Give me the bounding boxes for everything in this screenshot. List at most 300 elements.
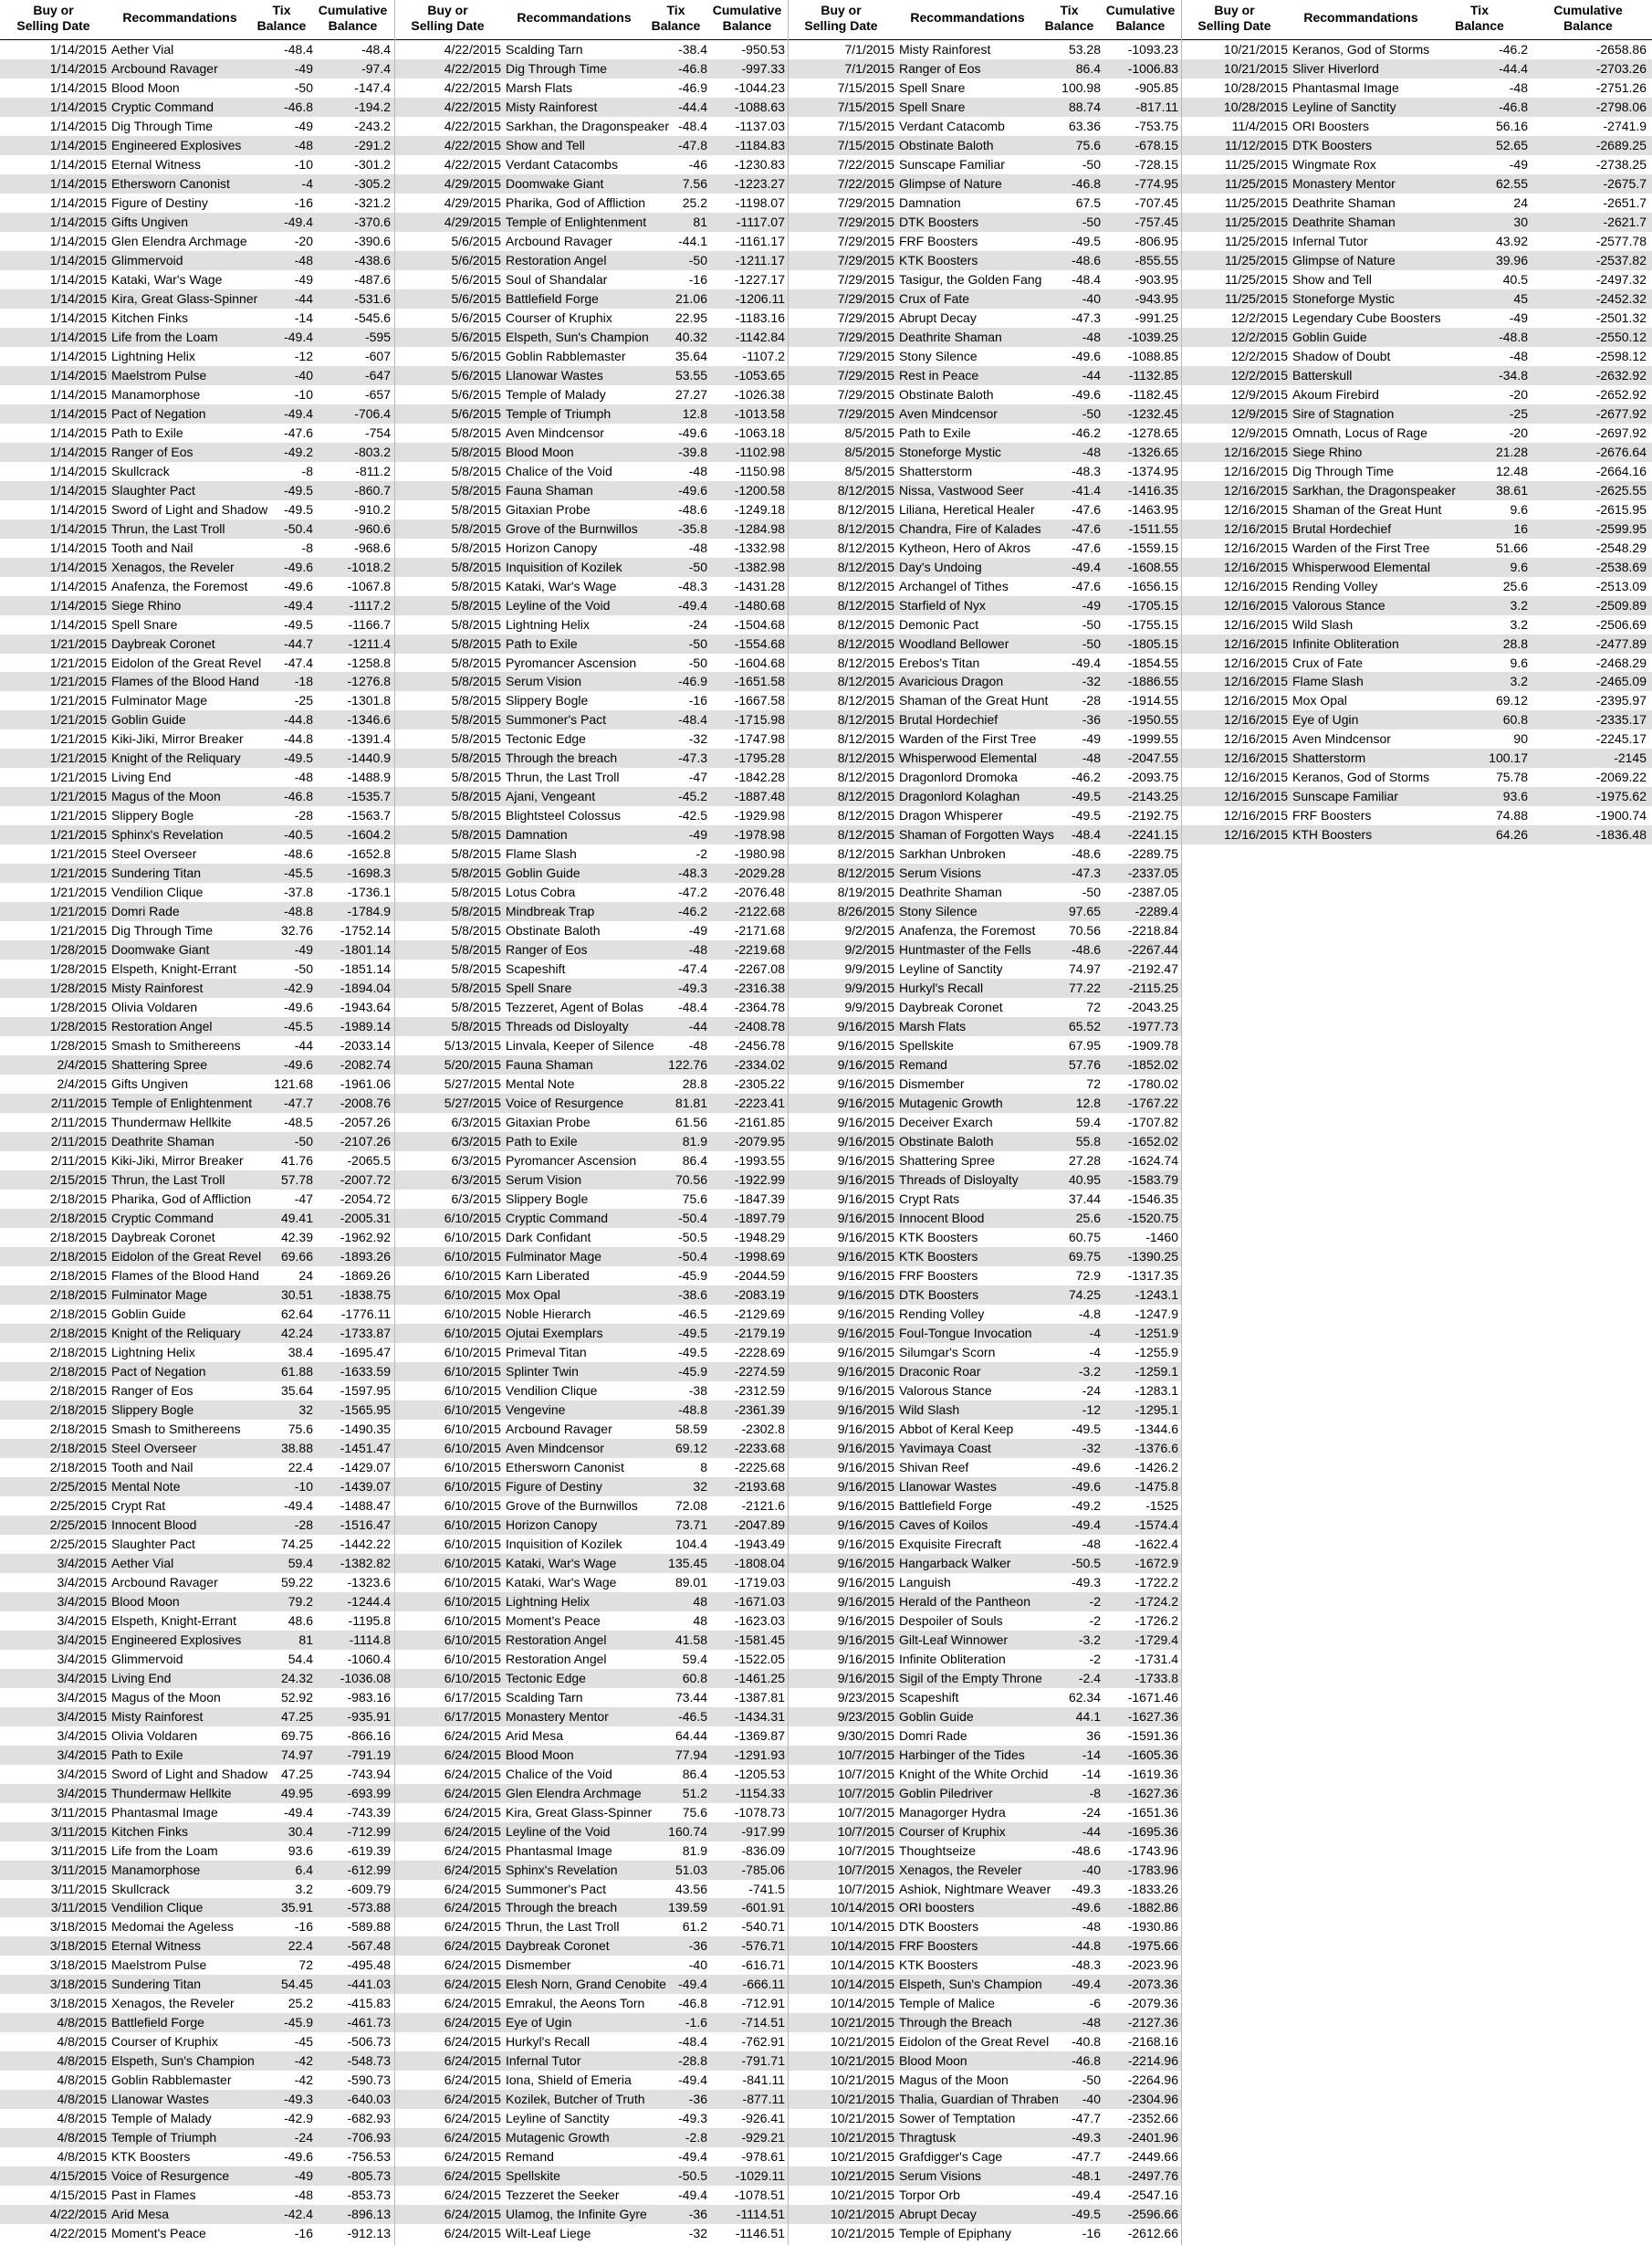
cell-date: 6/10/2015 xyxy=(444,1382,501,1398)
cell-recommendation: Sphinx's Revelation xyxy=(111,827,224,843)
table-row xyxy=(394,1516,788,1535)
cell-date: 10/21/2015 xyxy=(830,2130,894,2145)
cell-tix-balance: -46.2 xyxy=(1072,425,1101,440)
cell-date: 10/21/2015 xyxy=(830,2149,894,2165)
cell-recommendation: Obstinate Baloth xyxy=(899,137,994,152)
cell-date: 6/24/2015 xyxy=(444,1804,501,1820)
cell-date: 5/8/2015 xyxy=(451,578,501,593)
cell-date: 5/6/2015 xyxy=(451,329,501,344)
cell-cumulative-balance: -301.2 xyxy=(354,156,391,172)
table-row xyxy=(0,443,394,462)
cell-recommendation: Moment's Peace xyxy=(506,1612,601,1628)
cell-cumulative-balance: -1950.55 xyxy=(1127,712,1178,728)
cell-tix-balance: -49.4 xyxy=(1072,559,1101,574)
cell-recommendation: Kataki, War's Wage xyxy=(506,1555,617,1570)
cell-recommendation: Pact of Negation xyxy=(111,1363,206,1379)
table-row xyxy=(788,2128,1181,2147)
cell-tix-balance: 51.66 xyxy=(1495,540,1528,555)
cell-tix-balance: 12.8 xyxy=(682,405,707,421)
cell-cumulative-balance: -762.91 xyxy=(741,2034,785,2050)
table-row xyxy=(0,1113,394,1132)
cell-cumulative-balance: -841.11 xyxy=(742,2072,785,2088)
cell-date: 6/10/2015 xyxy=(444,1478,501,1494)
cell-tix-balance: 48 xyxy=(693,1612,707,1628)
cell-recommendation: Battlefield Forge xyxy=(899,1497,992,1513)
table-row xyxy=(788,1936,1181,1956)
cell-cumulative-balance: -1695.47 xyxy=(340,1344,391,1359)
cell-recommendation: Fauna Shaman xyxy=(506,1057,593,1073)
cell-cumulative-balance: -2192.75 xyxy=(1127,808,1178,824)
cell-tix-balance: -48.6 xyxy=(284,846,313,862)
cell-cumulative-balance: -2267.44 xyxy=(1127,942,1178,958)
cell-cumulative-balance: -1882.86 xyxy=(1127,1900,1178,1915)
cell-date: 10/21/2015 xyxy=(1223,42,1288,57)
cell-date: 1/14/2015 xyxy=(49,79,107,95)
table-row xyxy=(788,1190,1181,1209)
cell-date: 2/11/2015 xyxy=(50,1096,107,1111)
cell-tix-balance: 62.34 xyxy=(1068,1689,1101,1705)
cell-tix-balance: 58.59 xyxy=(674,1421,707,1436)
table-row xyxy=(0,1592,394,1611)
table-row xyxy=(394,729,788,749)
cell-recommendation: Elspeth, Sun's Champion xyxy=(111,2053,255,2069)
cell-date: 3/18/2015 xyxy=(49,1919,107,1935)
cell-cumulative-balance: -978.61 xyxy=(741,2149,785,2165)
cell-tix-balance: -49.4 xyxy=(284,214,313,229)
cell-date: 11/25/2015 xyxy=(1224,252,1288,268)
cell-recommendation: Slaughter Pact xyxy=(111,1536,195,1551)
cell-date: 10/21/2015 xyxy=(830,2168,894,2184)
cell-recommendation: Vendilion Clique xyxy=(506,1382,598,1398)
cell-recommendation: Keranos, God of Storms xyxy=(1292,42,1430,57)
cell-date: 3/18/2015 xyxy=(49,1996,107,2011)
cell-date: 1/21/2015 xyxy=(49,865,107,881)
cell-date: 10/21/2015 xyxy=(830,2034,894,2050)
cell-recommendation: Spell Snare xyxy=(899,79,966,95)
cell-recommendation: Kozilek, Butcher of Truth xyxy=(506,2092,645,2107)
cell-tix-balance: -40 xyxy=(1082,290,1101,306)
cell-date: 4/8/2015 xyxy=(57,2130,107,2145)
table-row xyxy=(788,635,1181,654)
cell-cumulative-balance: -1900.74 xyxy=(1595,808,1647,824)
cell-cumulative-balance: -2245.17 xyxy=(1595,731,1647,747)
cell-recommendation: FRF Boosters xyxy=(899,233,978,248)
cell-date: 9/16/2015 xyxy=(837,1115,894,1130)
table-row xyxy=(394,1381,788,1401)
cell-date: 5/6/2015 xyxy=(451,386,501,402)
cell-date: 12/16/2015 xyxy=(1223,616,1288,632)
cell-recommendation: Restoration Angel xyxy=(111,1019,213,1034)
cell-tix-balance: -44 xyxy=(1082,1823,1101,1839)
table-row xyxy=(0,289,394,309)
cell-tix-balance: 74.25 xyxy=(280,1536,313,1551)
table-row xyxy=(788,1592,1181,1611)
cell-tix-balance: -38 xyxy=(688,1382,707,1398)
cell-tix-balance: -48 xyxy=(1082,1919,1101,1935)
cell-recommendation: Brutal Hordechief xyxy=(899,712,999,728)
cell-tix-balance: 21.06 xyxy=(674,290,707,306)
cell-recommendation: Sunscape Familiar xyxy=(899,156,1005,172)
cell-cumulative-balance: -2029.28 xyxy=(734,865,785,881)
cell-recommendation: Blood Moon xyxy=(899,2053,967,2069)
cell-cumulative-balance: -2675.7 xyxy=(1603,175,1647,191)
cell-cumulative-balance: -1053.65 xyxy=(734,367,785,383)
cell-cumulative-balance: -743.94 xyxy=(347,1766,391,1781)
table-row xyxy=(394,2032,788,2051)
cell-cumulative-balance: -2751.26 xyxy=(1595,79,1647,95)
cell-date: 12/2/2015 xyxy=(1230,348,1288,363)
cell-tix-balance: 64.44 xyxy=(674,1727,707,1743)
cell-cumulative-balance: -1511.55 xyxy=(1128,520,1178,536)
cell-date: 6/3/2015 xyxy=(451,1191,501,1207)
cell-tix-balance: -46.8 xyxy=(1072,175,1101,191)
table-row xyxy=(0,1956,394,1975)
table-row xyxy=(0,1247,394,1266)
cell-tix-balance: 38.4 xyxy=(288,1344,313,1359)
cell-tix-balance: 69.75 xyxy=(280,1727,313,1743)
cell-cumulative-balance: -1605.36 xyxy=(1127,1747,1178,1762)
cell-cumulative-balance: -2192.47 xyxy=(1127,961,1178,977)
cell-cumulative-balance: -1978.98 xyxy=(734,827,785,843)
table-row xyxy=(394,2147,788,2166)
cell-date: 11/25/2015 xyxy=(1224,156,1288,172)
cell-cumulative-balance: -1627.36 xyxy=(1127,1708,1178,1724)
cell-date: 5/8/2015 xyxy=(451,520,501,536)
cell-date: 12/16/2015 xyxy=(1223,655,1288,670)
cell-tix-balance: -25 xyxy=(294,693,313,708)
cell-date: 12/16/2015 xyxy=(1223,750,1288,766)
table-row xyxy=(394,1458,788,1477)
cell-tix-balance: 40.32 xyxy=(674,329,707,344)
cell-date: 10/7/2015 xyxy=(837,1862,894,1877)
column-block-3 xyxy=(788,0,1181,2243)
cell-cumulative-balance: -1729.4 xyxy=(1134,1631,1178,1647)
cell-date: 7/29/2015 xyxy=(837,233,894,248)
cell-tix-balance: -49.4 xyxy=(284,597,313,613)
cell-tix-balance: 81 xyxy=(298,1631,313,1647)
cell-recommendation: Anafenza, the Foremost xyxy=(111,578,248,593)
cell-cumulative-balance: -1442.22 xyxy=(340,1536,391,1551)
cell-cumulative-balance: -619.39 xyxy=(347,1842,391,1858)
table-row xyxy=(0,2090,394,2109)
cell-recommendation: KTK Boosters xyxy=(899,1230,978,1245)
table-row xyxy=(788,1420,1181,1439)
cell-date: 4/22/2015 xyxy=(444,156,501,172)
cell-date: 4/22/2015 xyxy=(444,137,501,152)
cell-recommendation: Thrun, the Last Troll xyxy=(506,1919,620,1935)
cell-cumulative-balance: -291.2 xyxy=(354,137,391,152)
cell-date: 6/10/2015 xyxy=(444,1363,501,1379)
cell-cumulative-balance: -855.55 xyxy=(1134,252,1178,268)
cell-date: 5/8/2015 xyxy=(451,981,501,996)
cell-cumulative-balance: -1195.8 xyxy=(348,1612,391,1628)
cell-date: 10/14/2015 xyxy=(830,1977,894,1992)
cell-cumulative-balance: -2193.68 xyxy=(734,1478,785,1494)
cell-tix-balance: -49.5 xyxy=(1072,789,1101,804)
cell-tix-balance: -28 xyxy=(1082,693,1101,708)
cell-recommendation: Glimpse of Nature xyxy=(899,175,1002,191)
cell-tix-balance: -49 xyxy=(294,60,313,76)
cell-tix-balance: -49.3 xyxy=(1072,1881,1101,1896)
table-row xyxy=(1181,825,1652,844)
cell-cumulative-balance: -612.99 xyxy=(347,1862,391,1877)
cell-cumulative-balance: -2289.75 xyxy=(1127,846,1178,862)
cell-date: 1/21/2015 xyxy=(49,789,107,804)
table-row xyxy=(394,1477,788,1496)
cell-date: 1/21/2015 xyxy=(49,846,107,862)
cell-cumulative-balance: -2651.7 xyxy=(1603,194,1647,210)
cell-date: 6/3/2015 xyxy=(451,1153,501,1169)
table-row xyxy=(788,194,1181,213)
cell-date: 1/14/2015 xyxy=(49,252,107,268)
cell-recommendation: KTH Boosters xyxy=(1292,827,1373,843)
cell-recommendation: Goblin Piledriver xyxy=(899,1785,993,1800)
cell-tix-balance: 37.44 xyxy=(1068,1191,1101,1207)
cell-recommendation: Olivia Voldaren xyxy=(111,1727,198,1743)
table-row xyxy=(0,155,394,174)
cell-recommendation: Splinter Twin xyxy=(506,1363,579,1379)
cell-recommendation: Fulminator Mage xyxy=(506,1249,602,1264)
cell-tix-balance: -48.6 xyxy=(1072,942,1101,958)
cell-date: 5/27/2015 xyxy=(444,1076,501,1092)
table-row xyxy=(0,844,394,864)
cell-cumulative-balance: -2033.14 xyxy=(340,1038,391,1054)
cell-cumulative-balance: -1671.46 xyxy=(1127,1689,1178,1705)
cell-tix-balance: -40 xyxy=(688,1957,707,1973)
cell-date: 1/14/2015 xyxy=(49,616,107,632)
cell-recommendation: Exquisite Firecraft xyxy=(899,1536,1002,1551)
cell-cumulative-balance: -1869.26 xyxy=(340,1268,391,1283)
cell-tix-balance: 100.98 xyxy=(1061,79,1101,95)
table-row xyxy=(0,1554,394,1573)
cell-tix-balance: 67.95 xyxy=(1068,1038,1101,1054)
table-row xyxy=(394,1324,788,1343)
cell-date: 5/6/2015 xyxy=(451,405,501,421)
cell-tix-balance: 86.4 xyxy=(682,1766,707,1781)
cell-recommendation: Leyline of Sanctity xyxy=(1292,99,1396,114)
table-row xyxy=(394,404,788,424)
table-row xyxy=(1181,328,1652,347)
cell-recommendation: Ojutai Exemplars xyxy=(506,1325,603,1340)
cell-tix-balance: 43.56 xyxy=(674,1881,707,1896)
cell-recommendation: Dragonlord Kolaghan xyxy=(899,789,1020,804)
cell-cumulative-balance: -1416.35 xyxy=(1127,482,1178,498)
cell-recommendation: Caves of Koilos xyxy=(899,1516,988,1532)
cell-recommendation: Soul of Shandalar xyxy=(506,271,608,287)
table-row xyxy=(0,1841,394,1861)
cell-date: 11/25/2015 xyxy=(1224,194,1288,210)
cell-date: 9/16/2015 xyxy=(837,1536,894,1551)
cell-recommendation: Akoum Firebird xyxy=(1292,386,1379,402)
cell-cumulative-balance: -1255.9 xyxy=(1134,1344,1178,1359)
table-row xyxy=(394,1936,788,1956)
cell-cumulative-balance: -2043.25 xyxy=(1127,1000,1178,1015)
table-row xyxy=(394,768,788,787)
cell-tix-balance: -50.4 xyxy=(678,1211,707,1226)
cell-tix-balance: -14 xyxy=(294,309,313,325)
table-row xyxy=(0,1496,394,1516)
cell-tix-balance: 47.25 xyxy=(280,1708,313,1724)
cell-tix-balance: -48.4 xyxy=(678,118,707,133)
cell-recommendation: Damnation xyxy=(899,194,961,210)
cell-tix-balance: -49.6 xyxy=(1072,1900,1101,1915)
cell-tix-balance: 69.12 xyxy=(674,1440,707,1455)
cell-tix-balance: 72.9 xyxy=(1075,1268,1101,1283)
cell-recommendation: Flames of the Blood Hand xyxy=(111,1268,259,1283)
table-row xyxy=(1181,787,1652,806)
cell-date: 3/4/2015 xyxy=(57,1747,107,1762)
table-row xyxy=(394,1017,788,1036)
table-row xyxy=(788,1209,1181,1228)
cell-date: 1/14/2015 xyxy=(49,386,107,402)
cell-recommendation: Figure of Destiny xyxy=(111,194,208,210)
cell-date: 2/11/2015 xyxy=(50,1134,107,1149)
cell-date: 8/12/2015 xyxy=(837,520,894,536)
cell-tix-balance: -2.4 xyxy=(1078,1670,1101,1685)
cell-cumulative-balance: -1604.68 xyxy=(734,655,785,670)
cell-cumulative-balance: -2121.6 xyxy=(741,1497,785,1513)
cell-date: 12/16/2015 xyxy=(1223,827,1288,843)
cell-date: 9/16/2015 xyxy=(837,1401,894,1417)
cell-cumulative-balance: -1387.81 xyxy=(734,1689,785,1705)
cell-date: 7/29/2015 xyxy=(837,348,894,363)
cell-tix-balance: -28.8 xyxy=(678,2053,707,2069)
cell-cumulative-balance: -2007.72 xyxy=(340,1172,391,1188)
cell-recommendation: Aven Mindcensor xyxy=(506,1440,604,1455)
cell-date: 9/16/2015 xyxy=(837,1670,894,1685)
cell-tix-balance: 122.76 xyxy=(668,1057,707,1073)
cell-date: 10/7/2015 xyxy=(837,1747,894,1762)
cell-date: 12/16/2015 xyxy=(1223,808,1288,824)
cell-recommendation: Temple of Epiphany xyxy=(899,2226,1011,2241)
cell-cumulative-balance: -2054.72 xyxy=(340,1191,391,1207)
cell-date: 10/7/2015 xyxy=(837,1823,894,1839)
cell-cumulative-balance: -243.2 xyxy=(354,118,391,133)
cell-cumulative-balance: -2127.36 xyxy=(1127,2015,1178,2030)
cell-date: 11/25/2015 xyxy=(1224,175,1288,191)
table-row xyxy=(1181,213,1652,232)
cell-cumulative-balance: -1475.8 xyxy=(1134,1478,1178,1494)
cell-tix-balance: 27.28 xyxy=(1068,1153,1101,1169)
table-row xyxy=(394,98,788,117)
table-row xyxy=(0,213,394,232)
cell-date: 6/24/2015 xyxy=(444,2111,501,2126)
cell-tix-balance: -50 xyxy=(688,635,707,651)
table-row xyxy=(788,1458,1181,1477)
cell-date: 5/8/2015 xyxy=(451,463,501,478)
cell-date: 5/8/2015 xyxy=(451,923,501,939)
table-row xyxy=(788,232,1181,251)
cell-recommendation: Serum Visions xyxy=(899,865,982,881)
table-row xyxy=(394,385,788,404)
cell-tix-balance: 21.28 xyxy=(1495,444,1528,459)
table-row xyxy=(0,960,394,979)
cell-cumulative-balance: -1961.06 xyxy=(340,1076,391,1092)
table-row xyxy=(1181,232,1652,251)
table-row xyxy=(788,2224,1181,2243)
table-row xyxy=(394,1036,788,1055)
table-row xyxy=(1181,98,1652,117)
cell-cumulative-balance: -1198.07 xyxy=(735,194,785,210)
cell-date: 10/21/2015 xyxy=(830,2072,894,2088)
cell-date: 6/24/2015 xyxy=(444,1957,501,1973)
cell-cumulative-balance: -1929.98 xyxy=(734,808,785,824)
cell-cumulative-balance: -2741.9 xyxy=(1603,118,1647,133)
cell-recommendation: Brutal Hordechief xyxy=(1292,520,1392,536)
cell-cumulative-balance: -1722.2 xyxy=(1134,1574,1178,1589)
cell-tix-balance: 90 xyxy=(1513,731,1528,747)
cell-recommendation: Sword of Light and Shadow xyxy=(111,1766,268,1781)
cell-tix-balance: -36 xyxy=(688,1938,707,1954)
cell-cumulative-balance: -2093.75 xyxy=(1127,770,1178,785)
table-row xyxy=(0,251,394,270)
cell-tix-balance: -49.5 xyxy=(1072,1421,1101,1436)
cell-tix-balance: -48.8 xyxy=(1499,329,1528,344)
cell-tix-balance: -44 xyxy=(1082,367,1101,383)
cell-recommendation: Fulminator Mage xyxy=(111,693,208,708)
cell-date: 1/14/2015 xyxy=(49,99,107,114)
table-row xyxy=(1181,385,1652,404)
cell-cumulative-balance: -1914.55 xyxy=(1127,693,1178,708)
cell-tix-balance: -48.6 xyxy=(1072,1842,1101,1858)
cell-date: 6/10/2015 xyxy=(444,1325,501,1340)
cell-recommendation: Abbot of Keral Keep xyxy=(899,1421,1014,1436)
cell-date: 5/8/2015 xyxy=(451,444,501,459)
table-row xyxy=(0,385,394,404)
cell-tix-balance: 49.41 xyxy=(280,1211,313,1226)
cell-tix-balance: -39.8 xyxy=(678,444,707,459)
cell-recommendation: Grove of the Burnwillos xyxy=(506,520,638,536)
cell-recommendation: Verdant Catacomb xyxy=(899,118,1005,133)
cell-cumulative-balance: -531.6 xyxy=(354,290,391,306)
cell-recommendation: Arcbound Ravager xyxy=(111,60,218,76)
cell-tix-balance: 44.1 xyxy=(1075,1708,1101,1724)
cell-tix-balance: -4 xyxy=(1089,1344,1101,1359)
cell-tix-balance: 63.36 xyxy=(1068,118,1101,133)
cell-tix-balance: 81.81 xyxy=(674,1096,707,1111)
table-row xyxy=(394,2128,788,2147)
cell-cumulative-balance: -853.73 xyxy=(347,2187,391,2203)
cell-tix-balance: 86.4 xyxy=(682,1153,707,1169)
cell-cumulative-balance: -2312.59 xyxy=(734,1382,785,1398)
cell-date: 2/25/2015 xyxy=(49,1536,107,1551)
cell-recommendation: Tezzeret, Agent of Bolas xyxy=(506,1000,643,1015)
cell-tix-balance: 60.8 xyxy=(682,1670,707,1685)
cell-tix-balance: 70.56 xyxy=(674,1172,707,1188)
cell-recommendation: Kataki, War's Wage xyxy=(111,271,223,287)
cell-tix-balance: -48 xyxy=(1509,79,1528,95)
table-row xyxy=(788,1017,1181,1036)
cell-cumulative-balance: -1838.75 xyxy=(340,1286,391,1302)
table-row xyxy=(1181,806,1652,825)
table-row xyxy=(0,1650,394,1669)
cell-tix-balance: -46.2 xyxy=(1499,42,1528,57)
cell-date: 2/18/2015 xyxy=(49,1191,107,1207)
cell-recommendation: Wilt-Leaf Liege xyxy=(506,2226,591,2241)
table-row xyxy=(0,615,394,635)
cell-tix-balance: 93.6 xyxy=(1502,789,1528,804)
cell-date: 8/12/2015 xyxy=(837,559,894,574)
cell-recommendation: Torpor Orb xyxy=(899,2187,960,2203)
table-row xyxy=(394,1707,788,1726)
cell-tix-balance: -47.7 xyxy=(1072,2111,1101,2126)
cell-recommendation: Temple of Enlightenment xyxy=(111,1096,253,1111)
cell-tix-balance: 12.8 xyxy=(1075,1096,1101,1111)
cell-recommendation: Sword of Light and Shadow xyxy=(111,501,268,517)
cell-date: 10/7/2015 xyxy=(837,1766,894,1781)
cell-recommendation: Scalding Tarn xyxy=(506,42,583,57)
cell-recommendation: Wingmate Rox xyxy=(1292,156,1376,172)
